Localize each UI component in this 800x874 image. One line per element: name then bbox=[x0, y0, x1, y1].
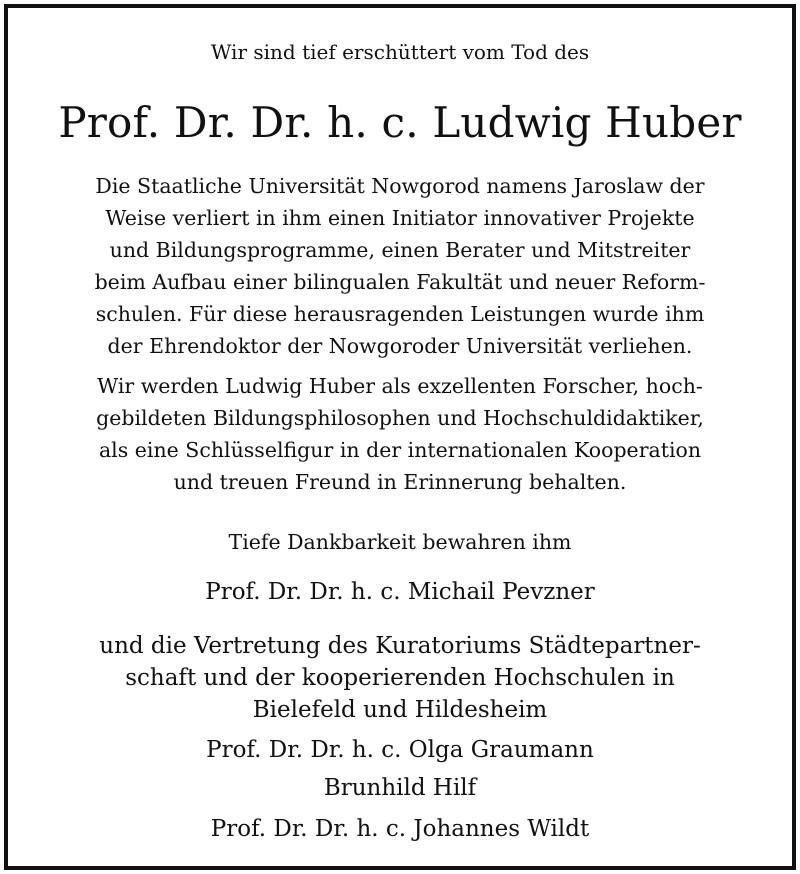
paragraph-line: und treuen Freund in Erinnerung behalten. bbox=[173, 470, 627, 494]
paragraph-line: Wir werden Ludwig Huber als exzellenten Forscher, hoch- bbox=[97, 374, 703, 398]
signatory-wildt: Prof. Dr. Dr. h. c. Johannes Wildt bbox=[210, 816, 590, 842]
intro-text: Wir sind tief erschüttert vom Tod des bbox=[210, 40, 590, 64]
institution-line: und die Vertretung des Kuratoriums Städtepartner- bbox=[99, 633, 701, 659]
institution-block bbox=[18, 630, 782, 726]
paragraph-line: Die Staatliche Universität Nowgorod namens Jaroslaw der bbox=[95, 174, 705, 198]
signatory-graumann: Prof. Dr. Dr. h. c. Olga Graumann bbox=[206, 737, 594, 763]
paragraph-line: schulen. Für diese herausragenden Leistungen wurde ihm bbox=[95, 302, 705, 326]
signatory-hilf: Brunhild Hilf bbox=[323, 775, 477, 801]
paragraph-line: und Bildungsprogramme, einen Berater und Mitstreiter bbox=[109, 238, 691, 262]
institution-line: Bielefeld und Hildesheim bbox=[252, 697, 548, 723]
institution-line: schaft und der kooperierenden Hochschulen in bbox=[125, 665, 675, 691]
thanks-text: Tiefe Dankbarkeit bewahren ihm bbox=[228, 530, 572, 554]
deceased-name: Prof. Dr. Dr. h. c. Ludwig Huber bbox=[58, 98, 742, 147]
obituary-notice bbox=[4, 4, 796, 870]
paragraph-line: Weise verliert in ihm einen Initiator innovativer Projekte bbox=[105, 206, 695, 230]
paragraph-remembrance bbox=[38, 370, 762, 498]
paragraph-line: als eine Schlüsselfigur in der internationalen Kooperation bbox=[98, 438, 702, 462]
paragraph-university bbox=[38, 170, 762, 362]
paragraph-line: gebildeten Bildungsphilosophen und Hochschuldidaktiker, bbox=[96, 406, 704, 430]
signatory-pevzner: Prof. Dr. Dr. h. c. Michail Pevzner bbox=[205, 579, 595, 605]
paragraph-line: der Ehrendoktor der Nowgoroder Universität verliehen. bbox=[107, 334, 693, 358]
paragraph-line: beim Aufbau einer bilingualen Fakultät und neuer Reform- bbox=[94, 270, 706, 294]
